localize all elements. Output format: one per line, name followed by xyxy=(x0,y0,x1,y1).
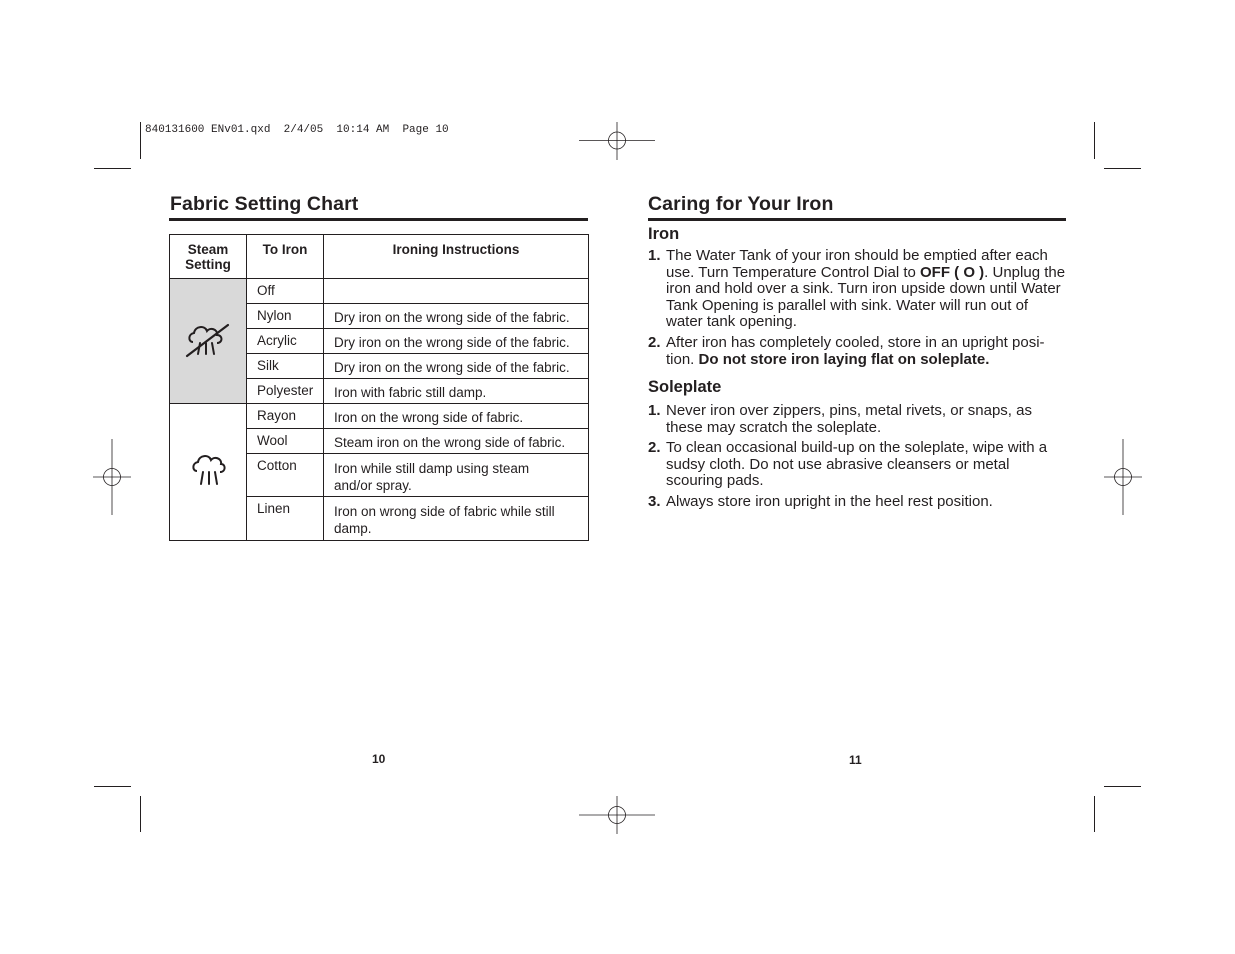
page-title: Caring for Your Iron xyxy=(648,193,834,215)
crop-mark xyxy=(1094,122,1095,159)
list-item xyxy=(648,335,1068,369)
section-heading: Soleplate xyxy=(648,378,722,396)
column-header: Steam Setting xyxy=(170,235,247,279)
list-item xyxy=(648,494,1068,512)
crop-mark xyxy=(94,168,131,169)
crop-mark xyxy=(140,122,141,159)
table-row xyxy=(170,404,589,429)
registration-mark-icon xyxy=(579,122,655,160)
print-slug: 840131600 ENv01.qxd 2/4/05 10:14 AM Page 10 xyxy=(145,124,449,136)
crop-mark xyxy=(94,786,131,787)
instruction-cell: Iron with fabric still damp. xyxy=(324,379,589,404)
item-number: 2. xyxy=(648,334,661,351)
list-item xyxy=(648,248,1068,332)
item-text: The Water Tank of your iron should be emptied after each use. Turn Temperature Control Dial to OFF ( O ). Unplug the iron and hold over a sink. Turn iron upside down until Water Tank Opening is parallel with sink. Water will run out of water tank opening. xyxy=(666,247,1066,331)
title-rule xyxy=(169,218,588,221)
instruction-cell xyxy=(324,279,589,304)
instruction-cell: Iron on the wrong side of fabric. xyxy=(324,404,589,429)
item-number: 3. xyxy=(648,493,661,510)
registration-mark-icon xyxy=(93,439,131,515)
fabric-cell: Acrylic xyxy=(247,329,324,354)
fabric-cell: Off xyxy=(247,279,324,304)
crop-mark xyxy=(1104,786,1141,787)
item-number: 1. xyxy=(648,247,661,264)
crop-mark xyxy=(1094,796,1095,832)
no-steam-icon xyxy=(184,320,232,360)
steam-icon xyxy=(188,451,228,491)
table-row xyxy=(170,279,589,304)
instruction-cell: Dry iron on the wrong side of the fabric. xyxy=(324,354,589,379)
item-text: Always store iron upright in the heel rest position. xyxy=(666,493,993,510)
instruction-cell: Steam iron on the wrong side of fabric. xyxy=(324,429,589,454)
column-header: To Iron xyxy=(247,235,324,279)
page-title: Fabric Setting Chart xyxy=(170,193,359,215)
fabric-cell: Polyester xyxy=(247,379,324,404)
registration-mark-icon xyxy=(579,796,655,834)
fabric-cell: Linen xyxy=(247,497,324,541)
list-item xyxy=(648,403,1068,437)
registration-mark-icon xyxy=(1104,439,1142,515)
page-number: 10 xyxy=(372,752,386,766)
table-header-row xyxy=(170,235,589,279)
column-header: Ironing Instructions xyxy=(324,235,589,279)
item-text: After iron has completely cooled, store in an upright posi-tion. Do not store iron laying flat on soleplate. xyxy=(666,334,1045,368)
item-text: To clean occasional build-up on the soleplate, wipe with a sudsy cloth. Do not use abrasive cleansers or metal scouring pads. xyxy=(666,439,1048,490)
instruction-cell: Dry iron on the wrong side of the fabric. xyxy=(324,329,589,354)
section-heading: Iron xyxy=(648,225,680,243)
fabric-cell: Nylon xyxy=(247,304,324,329)
item-number: 2. xyxy=(648,439,661,456)
list-item xyxy=(648,440,1068,490)
item-number: 1. xyxy=(648,402,661,419)
item-text: Never iron over zippers, pins, metal rivets, or snaps, as these may scratch the soleplate. xyxy=(666,402,1032,436)
no-steam-cell xyxy=(170,279,247,404)
fabric-setting-table xyxy=(169,234,589,541)
instruction-cell: Dry iron on the wrong side of the fabric. xyxy=(324,304,589,329)
instruction-cell: Iron while still damp using steam and/or spray. xyxy=(324,454,589,497)
crop-mark xyxy=(140,796,141,832)
page-number: 11 xyxy=(849,753,862,767)
fabric-cell: Silk xyxy=(247,354,324,379)
crop-mark xyxy=(1104,168,1141,169)
steam-cell xyxy=(170,404,247,541)
fabric-cell: Rayon xyxy=(247,404,324,429)
title-rule xyxy=(648,218,1066,221)
fabric-cell: Wool xyxy=(247,429,324,454)
instruction-cell: Iron on wrong side of fabric while still damp. xyxy=(324,497,589,541)
fabric-cell: Cotton xyxy=(247,454,324,497)
